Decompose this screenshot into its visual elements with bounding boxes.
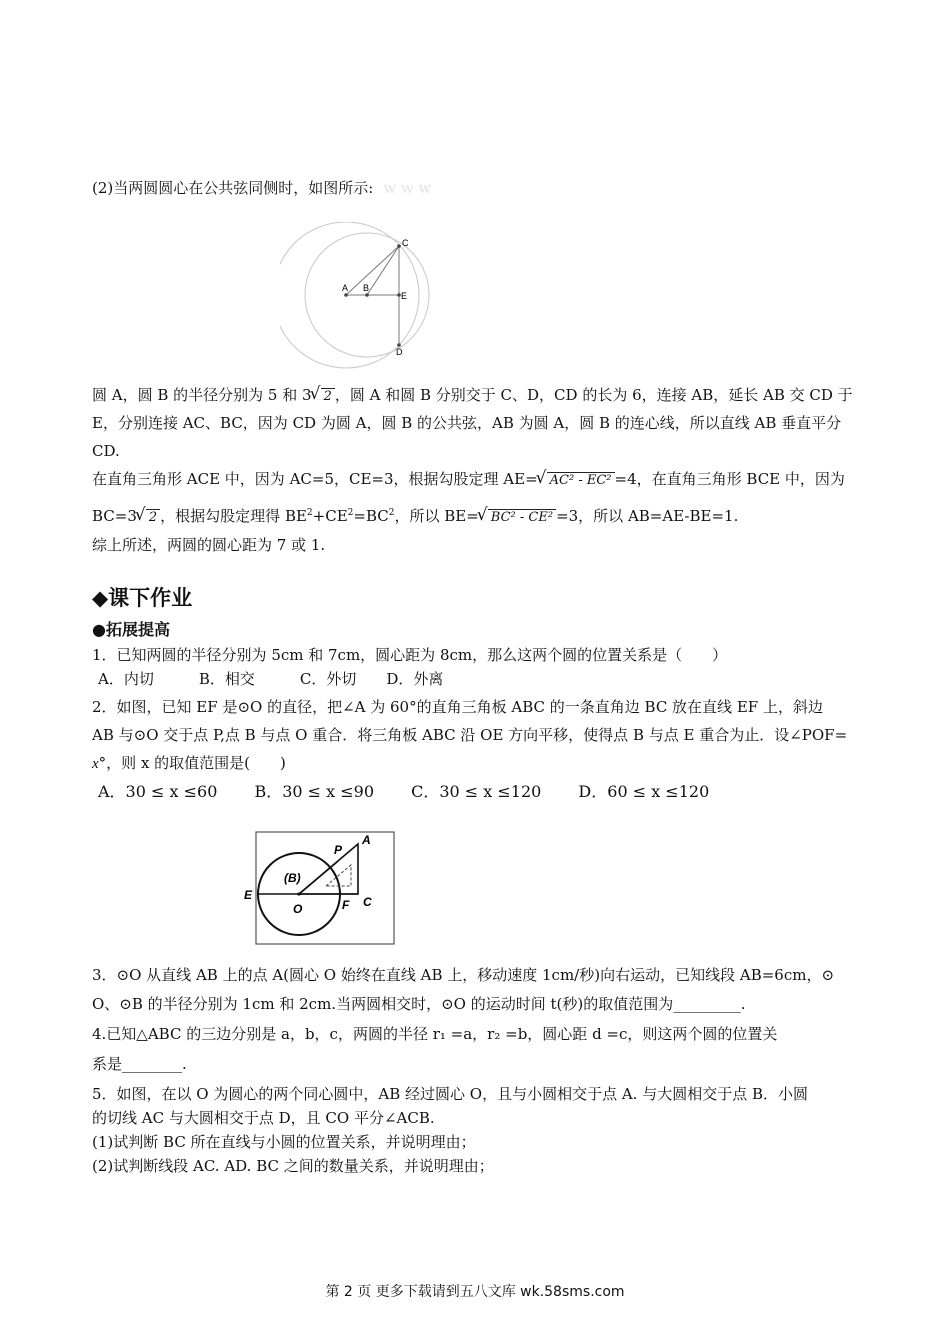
solution-line-4: [92, 469, 845, 491]
question-4-line-2: 系是________.: [92, 1055, 187, 1073]
solution-text: +CE: [312, 507, 348, 525]
solution-text: =4，在直角三角形 BCE 中，因为: [614, 470, 845, 488]
point-c: [397, 244, 401, 248]
question-5-line-2: 的切线 AC 与大圆相交于点 D，且 CO 平分∠ACB.: [92, 1109, 435, 1127]
superscript: 2: [388, 508, 395, 518]
question-2-line-2: AB 与⊙O 交于点 P,点 B 与点 O 重合．将三角板 ABC 沿 OE 方向平移，使得点 B 与点 E 重合为止．设∠POF=: [92, 726, 848, 744]
label-f: F: [342, 898, 350, 912]
question-3-line-2: O、⊙B 的半径分别为 1cm 和 2cm.当两圆相交时，⊙O 的运动时间 t(秒)的取值范围为_________.: [92, 995, 746, 1013]
sqrt-symbol: [312, 387, 335, 407]
label-e2: E: [244, 888, 253, 902]
sqrt-symbol: [538, 471, 615, 491]
superscript: 2: [347, 508, 354, 518]
label-o: O: [293, 902, 303, 916]
solution-text: ，所以 BE=: [394, 507, 479, 525]
question-1: 1．已知两圆的半径分别为 5cm 和 7cm，圆心距为 8cm，那么这两个圆的位置关系是（ ）: [92, 646, 728, 664]
figure-frame: [256, 832, 394, 944]
solution-line-2: E，分别连接 AC、BC，因为 CD 为圆 A，圆 B 的公共弦，AB 为圆 A，圆 B 的连心线，所以直线 AB 垂直平分: [92, 414, 842, 432]
figure-two-circles: [280, 222, 450, 372]
watermark-text: w w w: [383, 179, 432, 197]
question-5-line-1: 5．如图，在以 O 为圆心的两个同心圆中，AB 经过圆心 O，且与小圆相交于点 A. 与大圆相交于点 B．小圆: [92, 1085, 808, 1103]
variable-x: x: [92, 756, 99, 772]
solution-text: =3，所以 AB=AE-BE=1.: [556, 507, 739, 525]
label-d: D: [396, 347, 403, 357]
solution-text: BC=3: [92, 507, 137, 525]
question-2-line-1: 2．如图，已知 EF 是⊙O 的直径，把∠A 为 60°的直角三角板 ABC 的一条直角边 BC 放在直线 EF 上，斜边: [92, 698, 823, 716]
solution-text: =BC: [353, 507, 389, 525]
solution-text: ，圆 A 和圆 B 分别交于 C、D，CD 的长为 6，连接 AB，延长 AB 交 CD 于: [334, 386, 853, 404]
label-a2: A: [362, 833, 371, 847]
label-e: E: [401, 291, 408, 301]
question-2-options: A．30 ≤ x ≤60 B．30 ≤ x ≤90 C．30 ≤ x ≤120 D．60 ≤ x ≤120: [98, 782, 710, 801]
radicand: AC² - EC²: [547, 472, 615, 488]
section-title: ◆课下作业: [92, 586, 193, 610]
question-5-part-2: (2)试判断线段 AC. AD. BC 之间的数量关系，并说明理由；: [92, 1157, 494, 1175]
label-p: P: [334, 843, 343, 857]
solution-line-5: [92, 503, 738, 528]
solution-text: ，根据勾股定理得 BE: [160, 507, 307, 525]
point-o: [297, 892, 300, 895]
radicand: 2: [321, 388, 335, 404]
point-b: [365, 293, 369, 297]
figure-circle-triangle: [238, 820, 398, 950]
superscript: 2: [306, 508, 313, 518]
label-b: B: [363, 283, 370, 293]
question-2-line-3: [92, 753, 286, 774]
segment-ac: [346, 246, 399, 295]
label-b2: (B): [284, 871, 301, 885]
question-4-line-1: 4.已知△ABC 的三边分别是 a，b，c，两圆的半径 r₁ =a，r₂ =b，圆心距 d =c，则这两个圆的位置关: [92, 1025, 778, 1043]
radicand: 2: [146, 509, 160, 525]
question-1-options: A．内切 B．相交 C．外切 D．外离: [98, 670, 444, 688]
solution-line-3: CD.: [92, 442, 120, 460]
label-c2: C: [363, 895, 372, 909]
radicand: BC² - CE²: [488, 509, 556, 525]
sqrt-symbol: [137, 508, 160, 528]
question-text: °，则 x 的取值范围是( ): [98, 754, 286, 772]
solution-text: 在直角三角形 ACE 中，因为 AC=5，CE=3，根据勾股定理 AE=: [92, 470, 538, 488]
question-5-part-1: (1)试判断 BC 所在直线与小圆的位置关系，并说明理由；: [92, 1133, 476, 1151]
page-footer: 第 2 页 更多下载请到五八文库 wk.58sms.com: [325, 1284, 625, 1300]
question-3-line-1: 3．⊙O 从直线 AB 上的点 A(圆心 O 始终在直线 AB 上，移动速度 1cm/秒)向右运动，已知线段 AB=6cm，⊙: [92, 966, 835, 984]
sqrt-symbol: [479, 508, 556, 528]
label-a: A: [342, 283, 349, 293]
solution-text: 圆 A，圆 B 的半径分别为 5 和 3: [92, 386, 312, 404]
part2-intro-text: (2)当两圆圆心在公共弦同侧时，如图所示:: [92, 179, 374, 197]
solution-line-1: [92, 385, 853, 407]
point-a: [344, 293, 348, 297]
label-c: C: [402, 238, 409, 248]
part2-intro: [92, 178, 431, 198]
summary-line: 综上所述，两圆的圆心距为 7 或 1.: [92, 536, 326, 554]
subsection-title: ●拓展提高: [92, 620, 170, 639]
segment-op: [299, 862, 337, 894]
